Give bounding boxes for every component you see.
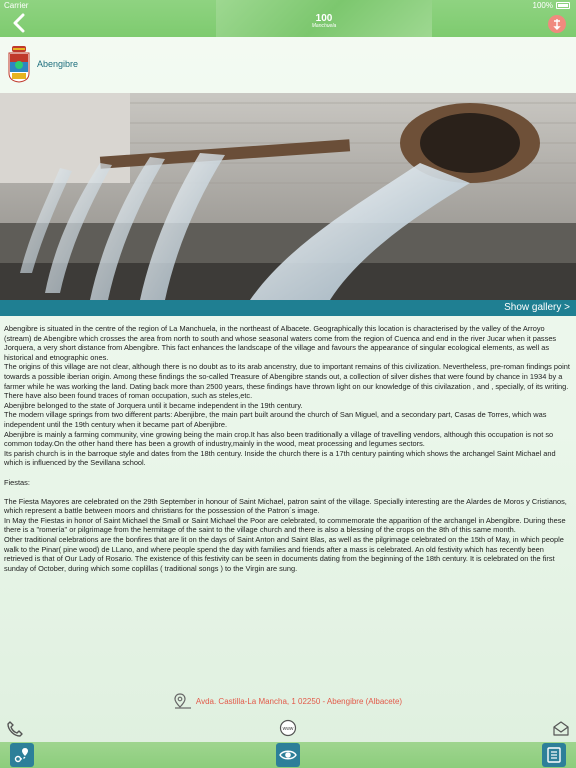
paragraph: In May the Fiestas in honor of Saint Michael the Small or Saint Michael the Poor are celebrated, to commemorate the apparition of the archangel in Abengibre. During these there is a "romería" or pilgrimage from the hermitage of the saint to the village church and there is also a blessing of the crops on the 8th of this same month. xyxy=(4,515,566,535)
battery-icon xyxy=(556,2,570,9)
navigation-bar xyxy=(0,0,576,37)
spacer xyxy=(4,468,572,478)
village-header xyxy=(0,38,576,93)
address-text: Avda. Castilla-La Mancha, 1 02250 - Abengibre (Albacete) xyxy=(195,696,403,706)
village-photo[interactable] xyxy=(0,93,576,300)
map-route-icon xyxy=(13,746,31,764)
spacer xyxy=(4,487,572,497)
globe-icon xyxy=(279,719,297,737)
section-heading: Fiestas: xyxy=(4,477,30,487)
back-button[interactable] xyxy=(8,12,30,34)
show-gallery-label: Show gallery > xyxy=(504,302,570,313)
paragraph: There have also been found traces of roman occupation, such as steles,etc. xyxy=(4,391,253,401)
paragraph: Abengibre is situated in the centre of the region of La Manchuela, in the northeast of Albacete. Geographically this location is characterised by the valley of the Arroyo (stream) de Abengibre which crosses the area from north to south and whose seasonal waters come from the region of Cuenca and end in the river Jucar when it passes Jorquera, a very short distance from Abengibre. This fact enhances the landscape of the village and favours the appearance of singular ecological elements, as well as historical and etnographic ones. xyxy=(4,324,557,362)
logo-number: 100 xyxy=(315,12,333,24)
book-icon xyxy=(545,746,563,764)
eye-icon xyxy=(279,746,297,764)
paragraph: Other traditional celebrations are the bonfires that are lit on the days of Saint Anton and Saint Blas, as well as the pilgrimage celebrated on the 15th of May, in which people walk to the Pinar( pine wood) de LLano, and where people spend the day with families and friends after a mass is celebrated. An old festivity which has recently been retrieved is that of Our Lady of Rosario. The existence of this festivity can be seen in documents dating from the beginning of the 18th century. It is celebrated on the first sunday of October, during which some coplillas ( traditional songs ) to the Virgin are sung. xyxy=(4,535,564,573)
battery-percent: 100% xyxy=(532,1,553,10)
mail-button[interactable] xyxy=(552,720,570,738)
paragraph: The origins of this village are not clear, although there is no doubt as to its arab ancenstry, due to important remains of this civilization. Nevertheless, pre-roman findings point towards a possible iberian origin. Among these findings the so-called Treasure of Abengibre stands out, a collection of silver dishes that were found by chance in 1934 by a farmer while he was working the land. Dating back more than 2500 years, these findings have thrown light on our knowledge of this civilazation , and , specially, of its writing. xyxy=(4,362,570,391)
bottom-tab-bar xyxy=(0,742,576,768)
chevron-left-icon xyxy=(12,13,26,33)
tab-book[interactable] xyxy=(542,743,566,767)
website-label: www xyxy=(282,726,294,732)
app-logo xyxy=(216,0,432,37)
paragraph: The modern village springs from two different parts: Abenjibre, the main part built around the church of San Miguel, and a secondary part, Casas de Torres, which was independent until the 19th century when it became part of Abenjibre. xyxy=(4,410,547,429)
battery-indicator xyxy=(533,1,570,10)
tab-map[interactable] xyxy=(10,743,34,767)
paragraph: Abenjibre is mainly a farming community, vine growing being the main crop.It has also been traditionally a village of travelling vendors, although this occupation is not so common today.On the other hand there has been a growth of industry,mainly in the wood, meat processing and legumes sectors. xyxy=(4,429,554,449)
paragraph: Abenjibre belonged to the state of Jorquera until it became independent in the 19th century. xyxy=(4,400,303,410)
phone-icon xyxy=(6,720,24,738)
phone-button[interactable] xyxy=(6,720,24,738)
village-description xyxy=(4,324,572,573)
map-pin-icon xyxy=(552,18,562,30)
village-title: Abengibre xyxy=(37,59,79,69)
location-pin-icon xyxy=(174,693,192,709)
show-gallery-button[interactable] xyxy=(0,300,576,316)
paragraph: The Fiesta Mayores are celebrated on the 29th September in honour of Saint Michael, patron saint of the village. Specially interesting are the Alardes de Moros y Cristianos, which represent a battle between moors and christians for the possession of the Patron´s image. xyxy=(4,496,567,516)
fountain-image xyxy=(0,93,576,300)
mail-icon xyxy=(552,720,570,738)
carrier-label: Carrier xyxy=(4,1,29,10)
tab-view[interactable] xyxy=(276,743,300,767)
paragraph: Its parish church is in the barroque style and dates from the 18th century. Inside the church there is a 17th century painting which shows the archangel Saint Michael and which is influenced by the Sevillana school. xyxy=(4,448,556,468)
address-link[interactable] xyxy=(0,692,576,710)
map-pin-button[interactable] xyxy=(548,15,566,33)
coat-of-arms-icon xyxy=(7,45,31,83)
contact-actions xyxy=(0,718,576,740)
logo-text: Manchuela xyxy=(311,22,337,29)
website-button[interactable] xyxy=(279,719,297,737)
